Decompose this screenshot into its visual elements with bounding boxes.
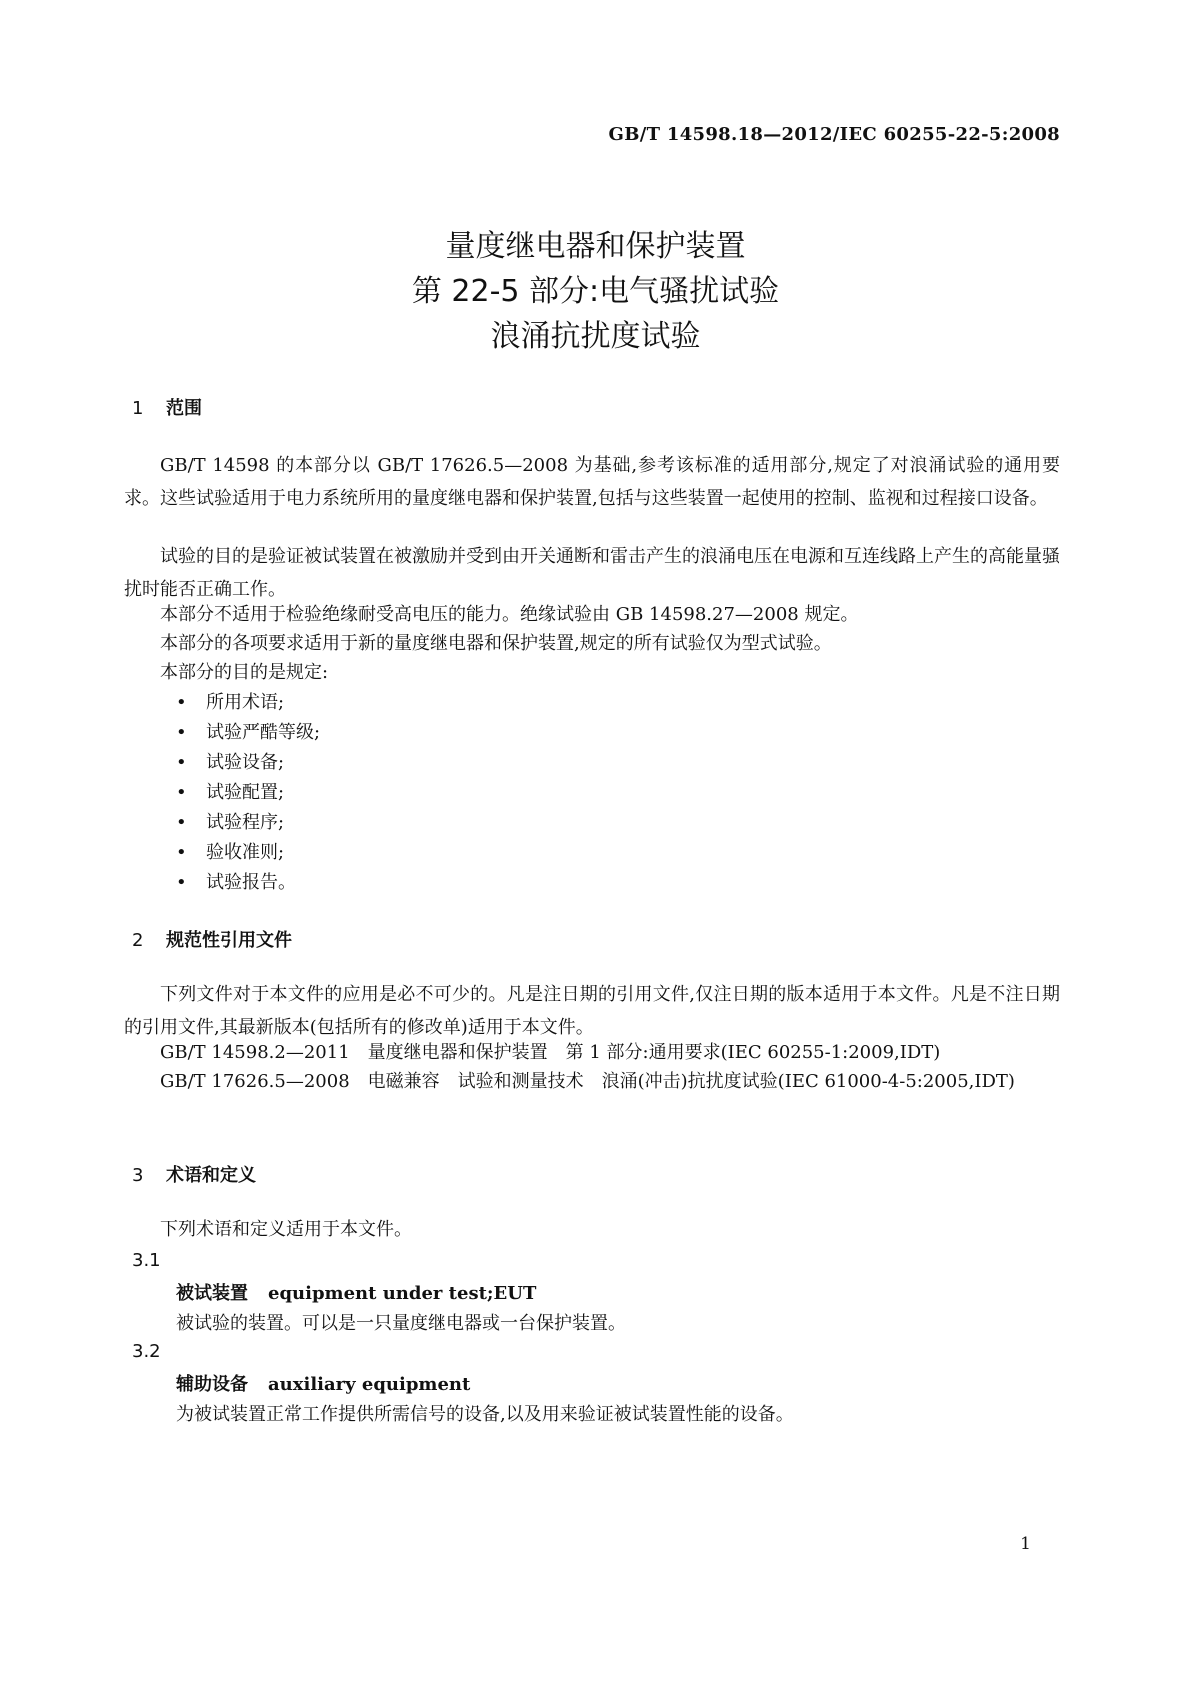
term-en: equipment under test;EUT xyxy=(268,1283,537,1304)
section-title: 范围 xyxy=(166,398,202,419)
list-item: • 试验严酷等级; xyxy=(176,722,321,743)
title-line-3: 浪涌抗扰度试验 xyxy=(490,319,701,354)
list-item: • 试验配置; xyxy=(176,782,285,803)
term-zh: 辅助设备 xyxy=(176,1374,248,1395)
term-definition: 为被试装置正常工作提供所需信号的设备,以及用来验证被试装置性能的设备。 xyxy=(176,1404,794,1425)
section-3-paragraph-1: 下列术语和定义适用于本文件。 xyxy=(160,1219,412,1240)
section-title: 规范性引用文件 xyxy=(166,930,292,951)
standard-id-header: GB/T 14598.18—2012/IEC 60255-22-5:2008 xyxy=(608,124,1060,145)
section-number: 3 xyxy=(132,1165,144,1186)
document-title xyxy=(0,224,1191,359)
reference-1: GB/T 14598.2—2011 量度继电器和保护装置 第 1 部分:通用要求(IEC 60255-1:2009,IDT) xyxy=(160,1042,941,1063)
clause-number: 3.1 xyxy=(132,1250,161,1271)
list-item: • 试验设备; xyxy=(176,752,285,773)
term-definition: 被试验的装置。可以是一只量度继电器或一台保护装置。 xyxy=(176,1313,626,1334)
title-line-1: 量度继电器和保护装置 xyxy=(445,229,746,264)
term-en: auxiliary equipment xyxy=(268,1374,471,1395)
section-1-paragraph-1: GB/T 14598 的本部分以 GB/T 17626.5—2008 为基础,参考该标准的适用部分,规定了对浪涌试验的通用要求。这些试验适用于电力系统所用的量度继电器和保护装置,包括与这些装置一起使用的控制、监视和过程接口设备。 xyxy=(124,455,1060,509)
list-item: • 所用术语; xyxy=(176,692,285,713)
list-item: • 验收准则; xyxy=(176,842,285,863)
section-2-heading xyxy=(132,926,292,952)
section-2-paragraph-1: 下列文件对于本文件的应用是必不可少的。凡是注日期的引用文件,仅注日期的版本适用于本文件。凡是不注日期的引用文件,其最新版本(包括所有的修改单)适用于本文件。 xyxy=(124,984,1060,1038)
section-number: 1 xyxy=(132,398,144,419)
title-line-2: 第 22-5 部分:电气骚扰试验 xyxy=(411,274,780,309)
section-1-heading xyxy=(132,394,202,420)
section-3-heading xyxy=(132,1161,256,1187)
page-number: 1 xyxy=(1020,1534,1031,1554)
section-1-paragraph-3: 本部分不适用于检验绝缘耐受高电压的能力。绝缘试验由 GB 14598.27—2008 规定。 xyxy=(160,604,859,625)
term-heading xyxy=(176,1370,470,1396)
section-1-paragraph-4: 本部分的各项要求适用于新的量度继电器和保护装置,规定的所有试验仅为型式试验。 xyxy=(160,633,832,654)
section-1-paragraph-2: 试验的目的是验证被试装置在被激励并受到由开关通断和雷击产生的浪涌电压在电源和互连线路上产生的高能量骚扰时能否正确工作。 xyxy=(124,546,1060,600)
section-1-paragraph-5: 本部分的目的是规定: xyxy=(160,662,329,683)
list-item: • 试验报告。 xyxy=(176,872,296,893)
term-zh: 被试装置 xyxy=(176,1283,248,1304)
clause-number: 3.2 xyxy=(132,1341,161,1362)
section-number: 2 xyxy=(132,930,144,951)
list-item: • 试验程序; xyxy=(176,812,285,833)
term-heading xyxy=(176,1279,536,1305)
section-title: 术语和定义 xyxy=(166,1165,256,1186)
reference-2: GB/T 17626.5—2008 电磁兼容 试验和测量技术 浪涌(冲击)抗扰度试验(IEC 61000-4-5:2005,IDT) xyxy=(160,1071,1015,1092)
